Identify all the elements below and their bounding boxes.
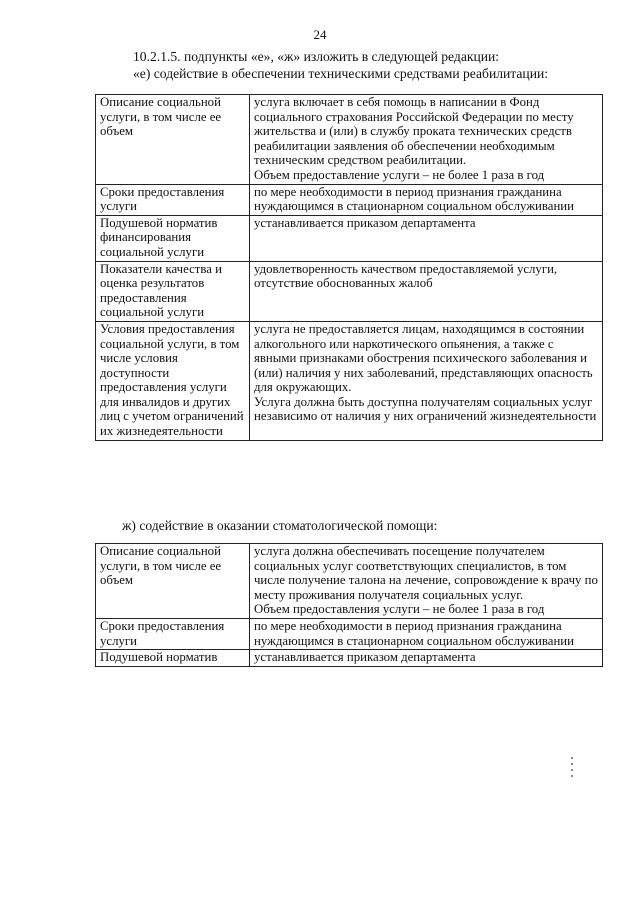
table-row (96, 321, 603, 440)
amendment-intro: 10.2.1.5. подпункты «е», «ж» изложить в следующей редакции: (133, 49, 500, 64)
subsection-zh-heading: ж) содействие в оказании стоматологической помощи: (122, 518, 438, 533)
page-number: 24 (313, 27, 327, 42)
row-value (250, 261, 603, 321)
table-row (96, 544, 603, 619)
row-value-note: Объем предоставления услуги – не более 1 раза в год (254, 602, 545, 617)
row-label: Подушевой норматив (96, 650, 250, 667)
table-row (96, 215, 603, 261)
row-value (250, 184, 603, 215)
subsection-e-heading: «е) содействие в обеспечении техническими средствами реабилитации: (133, 66, 549, 81)
row-label: Показатели качества и оценка результатов предоставления социальной услуги (96, 261, 250, 321)
table-row (96, 95, 603, 185)
row-value (250, 215, 603, 261)
row-value-text: устанавливается приказом департамента (254, 215, 476, 230)
row-label: Описание социальной услуги, в том числе ее объем (96, 544, 250, 619)
row-value (250, 618, 603, 649)
service-table-zh-body (96, 544, 603, 667)
row-value-text: по мере необходимости в период признания гражданина нуждающимся в стационарном социальном обслуживании (254, 184, 574, 214)
row-label: Сроки предоставления услуги (96, 184, 250, 215)
row-value-text: удовлетворенность качеством предоставляемой услуги, отсутствие обоснованных жалоб (254, 261, 558, 291)
row-value-text: по мере необходимости в период признания гражданина нуждающимся в стационарном социальном обслуживании (254, 618, 574, 648)
service-table-e (95, 94, 603, 441)
row-value-text: услуга включает в себя помощь в написании в Фонд социального страхования Российской Федерации по месту жительства и (или) в службу проката технических средств реабилитации заявления об обеспечении необходимым техническим средством реабилитации. (254, 95, 574, 168)
row-value-text: услуга не предоставляется лицам, находящимся в состоянии алкогольного или наркотического опьянения, а также с явными признаками обострения психического заболевания и (или) наличия у них заболеваний, представляющих опасность для окружающих. (254, 321, 593, 395)
row-value-note: Объем предоставление услуги – не более 1 раза в год (254, 167, 545, 182)
row-value-text: устанавливается приказом департамента (254, 650, 476, 665)
row-label: Подушевой норматив финансирования социальной услуги (96, 215, 250, 261)
row-value-note: Услуга должна быть доступна получателям социальных услуг независимо от наличия у них ограничений жизнедеятельности (254, 394, 597, 424)
row-value-text: услуга должна обеспечивать посещение получателем социальных услуг соответствующих специалистов, в том числе получение талона на лечение, сопровождение к врачу по месту проживания получателя социальных услуг. (254, 544, 598, 602)
table-row (96, 261, 603, 321)
table-row (96, 184, 603, 215)
service-table-zh (95, 543, 603, 667)
row-label: Условия предоставления социальной услуги, в том числе условия доступности предоставления услуги для инвалидов и других лиц с учетом ограничений их жизнедеятельности (96, 321, 250, 440)
table-row (96, 618, 603, 649)
row-label: Описание социальной услуги, в том числе ее объем (96, 95, 250, 185)
row-value (250, 544, 603, 619)
margin-mark (571, 757, 573, 779)
service-table-e-body (96, 95, 603, 441)
row-label: Сроки предоставления услуги (96, 618, 250, 649)
row-value (250, 650, 603, 667)
table-row (96, 650, 603, 667)
row-value (250, 321, 603, 440)
row-value (250, 95, 603, 185)
